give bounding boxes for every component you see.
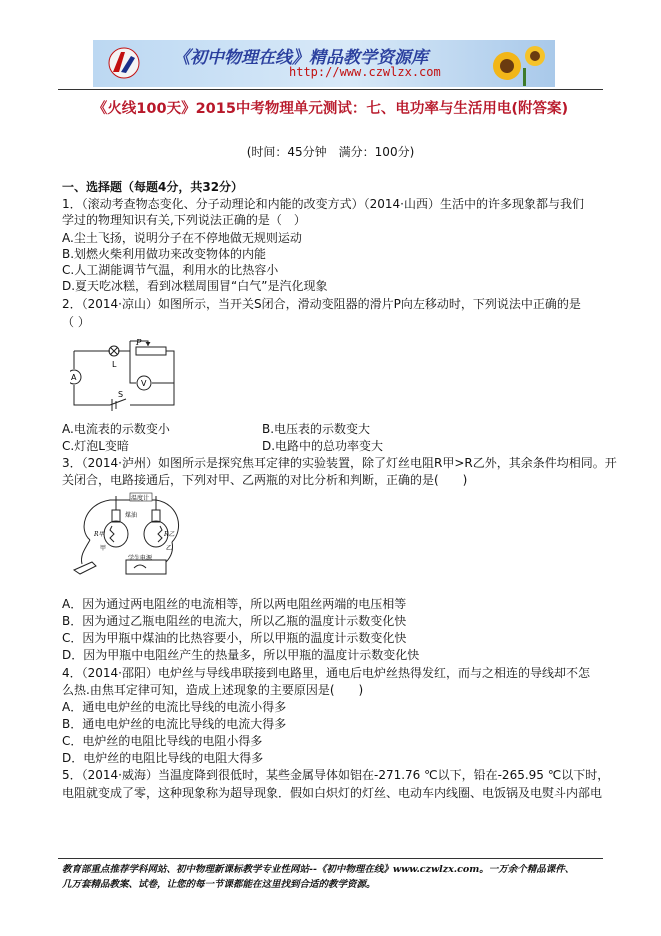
q3-label-thermometer: 温度计 — [131, 495, 150, 502]
q3-label-kerosene: 煤油 — [125, 512, 138, 519]
q2-option-a: A.电流表的示数变小 — [62, 422, 170, 436]
q5-stem-cont: 电阻就变成了零，这种现象称为超导现象．假如白炽灯的灯丝、电动车内线圈、电饭锅及电熨斗内部电 — [62, 786, 603, 800]
q1-stem: 1．（滚动考查物态变化、分子动理论和内能的改变方式）（2014·山西）生活中的许多现象都与我们 — [62, 197, 584, 211]
footer-line-1: 教育部重点推荐学科网站、初中物理新课标教学专业性网站--《初中物理在线》www.czwlzx.com。一万余个精品课件、 — [62, 864, 575, 875]
q1-option-c: C.人工湖能调节气温，利用水的比热容小 — [62, 263, 279, 277]
q3-option-a: A．因为通过两电阻丝的电流相等，所以两电阻丝两端的电压相等 — [62, 597, 407, 611]
q1-stem-cont: 学过的物理知识有关,下列说法正确的是（ ） — [62, 213, 306, 227]
q2-option-c: C.灯泡L变暗 — [62, 439, 129, 453]
q4-option-b: B．通电电炉丝的电流比导线的电流大得多 — [62, 717, 287, 731]
footer-line-2: 几万套精品教案、试卷，让您的每一节课都能在这里找到合适的教学资源。 — [62, 879, 376, 890]
q4-stem: 4．（2014·邵阳）电炉丝与导线串联接到电路里，通电后电炉丝热得发红，而与之相连的导线却不怎 — [62, 666, 590, 680]
q3-option-c: C．因为甲瓶中煤油的比热容要小，所以甲瓶的温度计示数变化快 — [62, 631, 407, 645]
q2-label-l: L — [112, 360, 117, 369]
q2-label-s: S — [118, 390, 124, 399]
q4-stem-cont: 么热.由焦耳定律可知，造成上述现象的主要原因是( ) — [62, 683, 364, 697]
q2-label-voltmeter: V — [141, 379, 147, 388]
q2-stem: 2．（2014·凉山）如图所示，当开关S闭合，滑动变阻器的滑片P向左移动时，下列说法中正确的是 — [62, 297, 581, 311]
document-title: 《火线100天》2015中考物理单元测试：七、电功率与生活用电(附答案) — [92, 101, 569, 117]
footer-note — [62, 862, 574, 892]
q1-option-d: D.夏天吃冰糕，看到冰糕周围冒“白气”是汽化现象 — [62, 279, 328, 293]
banner-title: 《初中物理在线》精品教学资源库 — [173, 48, 428, 68]
q3-option-b: B．因为通过乙瓶电阻丝的电流大，所以乙瓶的温度计示数变化快 — [62, 614, 407, 628]
q2-option-b: B.电压表的示数变大 — [262, 422, 371, 436]
q3-option-d: D．因为甲瓶中电阻丝产生的热量多，所以甲瓶的温度计示数变化快 — [62, 648, 420, 662]
q2-label-p: P — [136, 338, 142, 347]
exam-meta: (时间：45分钟 满分：100分) — [246, 145, 415, 159]
q2-option-d: D.电路中的总功率变大 — [262, 439, 384, 453]
sunflower-icon — [479, 42, 549, 86]
q2-circuit-diagram — [70, 337, 185, 412]
q3-label-yi: 乙 — [166, 545, 173, 552]
q3-label-r1: R甲 — [94, 531, 105, 538]
q2-stem-cont: （ ） — [62, 315, 90, 329]
q3-label-r2: R乙 — [164, 531, 175, 538]
section-heading: 一、选择题（每题4分，共32分） — [62, 180, 244, 194]
header-rule — [58, 89, 603, 90]
q3-label-power: 学生电源 — [128, 555, 153, 562]
banner-url[interactable]: http://www.czwlzx.com — [289, 65, 441, 79]
site-logo-icon — [107, 46, 141, 80]
q1-option-b: B.划燃火柴利用做功来改变物体的内能 — [62, 247, 267, 261]
q3-joule-apparatus-diagram — [70, 490, 190, 582]
header-banner — [93, 40, 555, 87]
q1-option-a: A.尘土飞扬，说明分子在不停地做无规则运动 — [62, 231, 302, 245]
q4-option-a: A．通电电炉丝的电流比导线的电流小得多 — [62, 700, 287, 714]
q3-stem-cont: 关闭合，电路接通后，下列对甲、乙两瓶的对比分析和判断，正确的是( ) — [62, 473, 468, 487]
q2-label-ammeter: A — [71, 373, 77, 382]
q5-stem: 5．（2014·威海）当温度降到很低时，某些金属导体如铝在-271.76 ℃以下，铅在-265.95 ℃以下时， — [62, 768, 610, 782]
q3-stem: 3．（2014·泸州）如图所示是探究焦耳定律的实验装置，除了灯丝电阻R甲>R乙外，其余条件均相同。开 — [62, 456, 617, 470]
q4-option-d: D．电炉丝的电阻比导线的电阻大得多 — [62, 751, 264, 765]
q3-label-jia: 甲 — [100, 545, 107, 552]
q4-option-c: C．电炉丝的电阻比导线的电阻小得多 — [62, 734, 263, 748]
footer-rule — [58, 858, 603, 859]
